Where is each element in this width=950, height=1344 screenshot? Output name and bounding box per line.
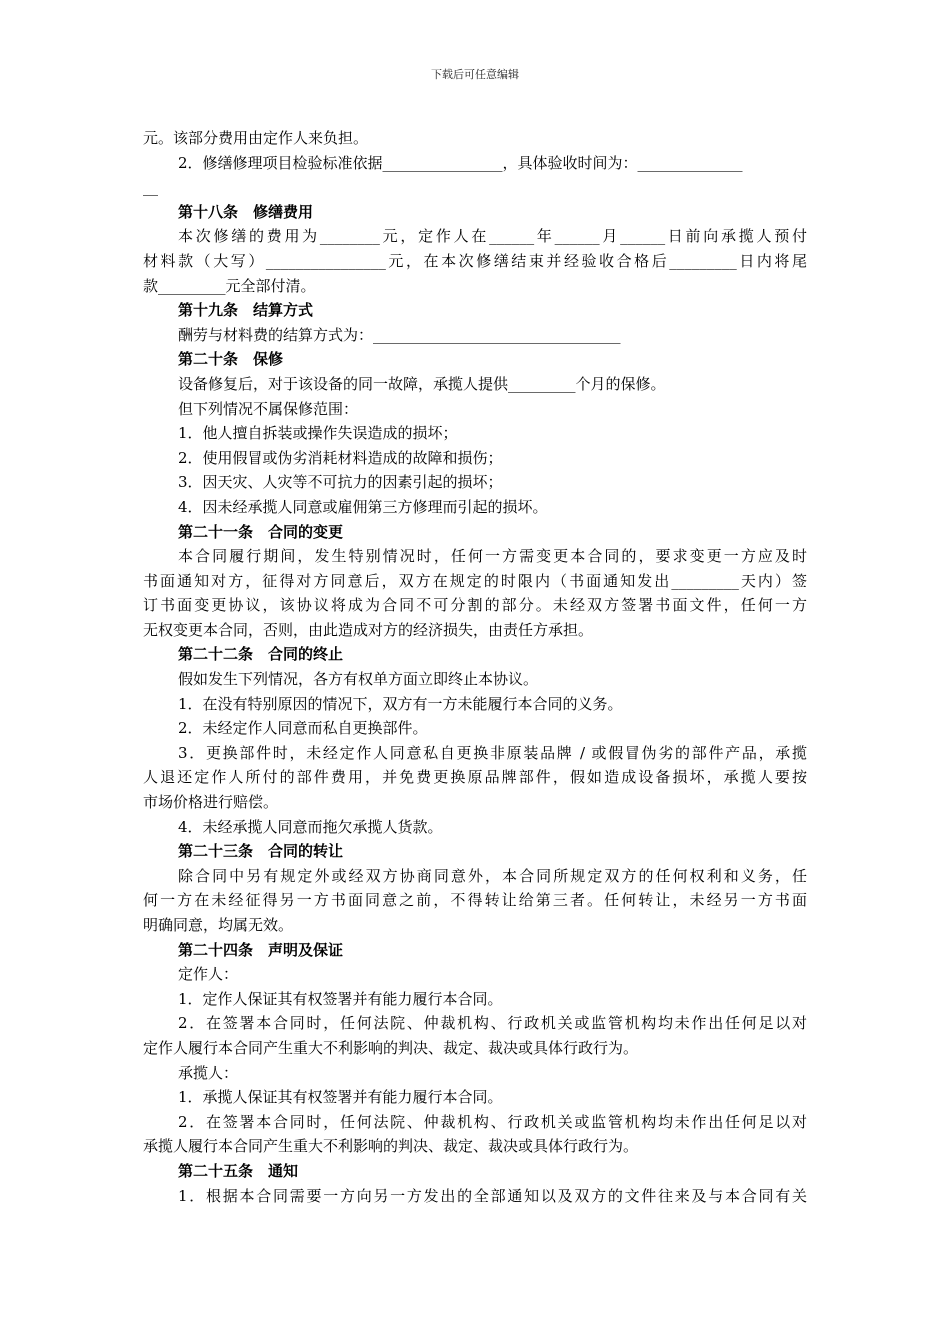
text-line: 材料款（大写）________________元，在本次修缮结束并经验收合格后_________日内将尾 [143, 251, 807, 270]
text-line: 何一方在未经征得另一方书面同意之前，不得转让给第三者。任何转让，未经另一方书面 [143, 891, 807, 910]
text-line: 3．更换部件时，未经定作人同意私自更换非原装品牌 / 或假冒伪劣的部件产品，承揽 [178, 743, 807, 762]
document-body [143, 126, 807, 1208]
text-line: 酬劳与材料费的结算方式为：_________________________________ [178, 325, 621, 344]
text-line: 本次修缮的费用为________元，定作人在______年______月______日前向承揽人预付 [178, 227, 807, 246]
text-line: 1．他人擅自拆装或操作失误造成的损坏； [178, 424, 458, 443]
text-line: 2．使用假冒或伪劣消耗材料造成的故障和损伤； [178, 448, 503, 467]
text-line: 2．修缮修理项目检验标准依据________________，具体验收时间为：______________ [178, 153, 743, 172]
text-line: 本合同履行期间，发生特别情况时，任何一方需变更本合同的，要求变更一方应及时 [178, 547, 807, 566]
section-heading: 第二十五条 通知 [178, 1161, 299, 1180]
text-line: 明确同意，均属无效。 [143, 916, 294, 934]
section-heading: 第二十三条 合同的转让 [178, 842, 344, 861]
text-line: 定作人： [178, 965, 239, 984]
text-line: 书面通知对方，征得对方同意后，双方在规定的时限内（书面通知发出_________天内）签 [143, 571, 807, 590]
text-line: 设备修复后，对于该设备的同一故障，承揽人提供_________个月的保修。 [178, 374, 666, 393]
text-line: 1．承揽人保证其有权签署并有能力履行本合同。 [178, 1088, 503, 1107]
section-heading: 第二十四条 声明及保证 [178, 940, 344, 959]
text-line: 无权变更本合同，否则，由此造成对方的经济损失，由责任方承担。 [143, 620, 594, 639]
text-line: 承揽人履行本合同产生重大不利影响的判决、裁定、裁决或具体行政行为。 [143, 1137, 639, 1156]
text-line: 人退还定作人所付的部件费用，并免费更换原品牌部件，假如造成设备损坏，承揽人要按 [143, 768, 807, 787]
text-line: 4．因未经承揽人同意或雇佣第三方修理而引起的损坏。 [178, 497, 548, 516]
text-line: 订书面变更协议，该协议将成为合同不可分割的部分。未经双方签署书面文件，任何一方 [143, 596, 807, 615]
text-line: 4．未经承揽人同意而拖欠承揽人货款。 [178, 817, 443, 836]
text-line: __ [143, 178, 158, 197]
text-line: 除合同中另有规定外或经双方协商同意外，本合同所规定双方的任何权利和义务，任 [178, 866, 807, 885]
section-heading: 第二十二条 合同的终止 [178, 645, 344, 664]
text-line: 假如发生下列情况，各方有权单方面立即终止本协议。 [178, 670, 539, 689]
text-line: 1．根据本合同需要一方向另一方发出的全部通知以及双方的文件往来及与本合同有关 [178, 1186, 807, 1205]
section-heading: 第十九条 结算方式 [178, 301, 314, 320]
text-line: 1．定作人保证其有权签署并有能力履行本合同。 [178, 989, 503, 1008]
text-line: 市场价格进行赔偿。 [143, 793, 279, 812]
page-header: 下载后可任意编辑 [431, 68, 519, 81]
section-heading: 第二十条 保修 [178, 350, 284, 369]
text-line: 款_________元全部付清。 [143, 276, 316, 295]
text-line: 3．因天灾、人灾等不可抗力的因素引起的损坏； [178, 473, 503, 492]
section-heading: 第十八条 修缮费用 [178, 202, 314, 221]
text-line: 定作人履行本合同产生重大不利影响的判决、裁定、裁决或具体行政行为。 [143, 1038, 639, 1057]
text-line: 元。该部分费用由定作人来负担。 [143, 129, 369, 147]
text-line: 2．在签署本合同时，任何法院、仲裁机构、行政机关或监管机构均未作出任何足以对 [178, 1112, 807, 1131]
text-line: 2．未经定作人同意而私自更换部件。 [178, 719, 428, 738]
text-line: 1．在没有特别原因的情况下，双方有一方未能履行本合同的义务。 [178, 694, 623, 713]
section-heading: 第二十一条 合同的变更 [178, 522, 344, 541]
text-line: 承揽人： [178, 1063, 239, 1082]
text-line: 2．在签署本合同时，任何法院、仲裁机构、行政机关或监管机构均未作出任何足以对 [178, 1014, 807, 1033]
text-line: 但下列情况不属保修范围： [178, 399, 359, 418]
